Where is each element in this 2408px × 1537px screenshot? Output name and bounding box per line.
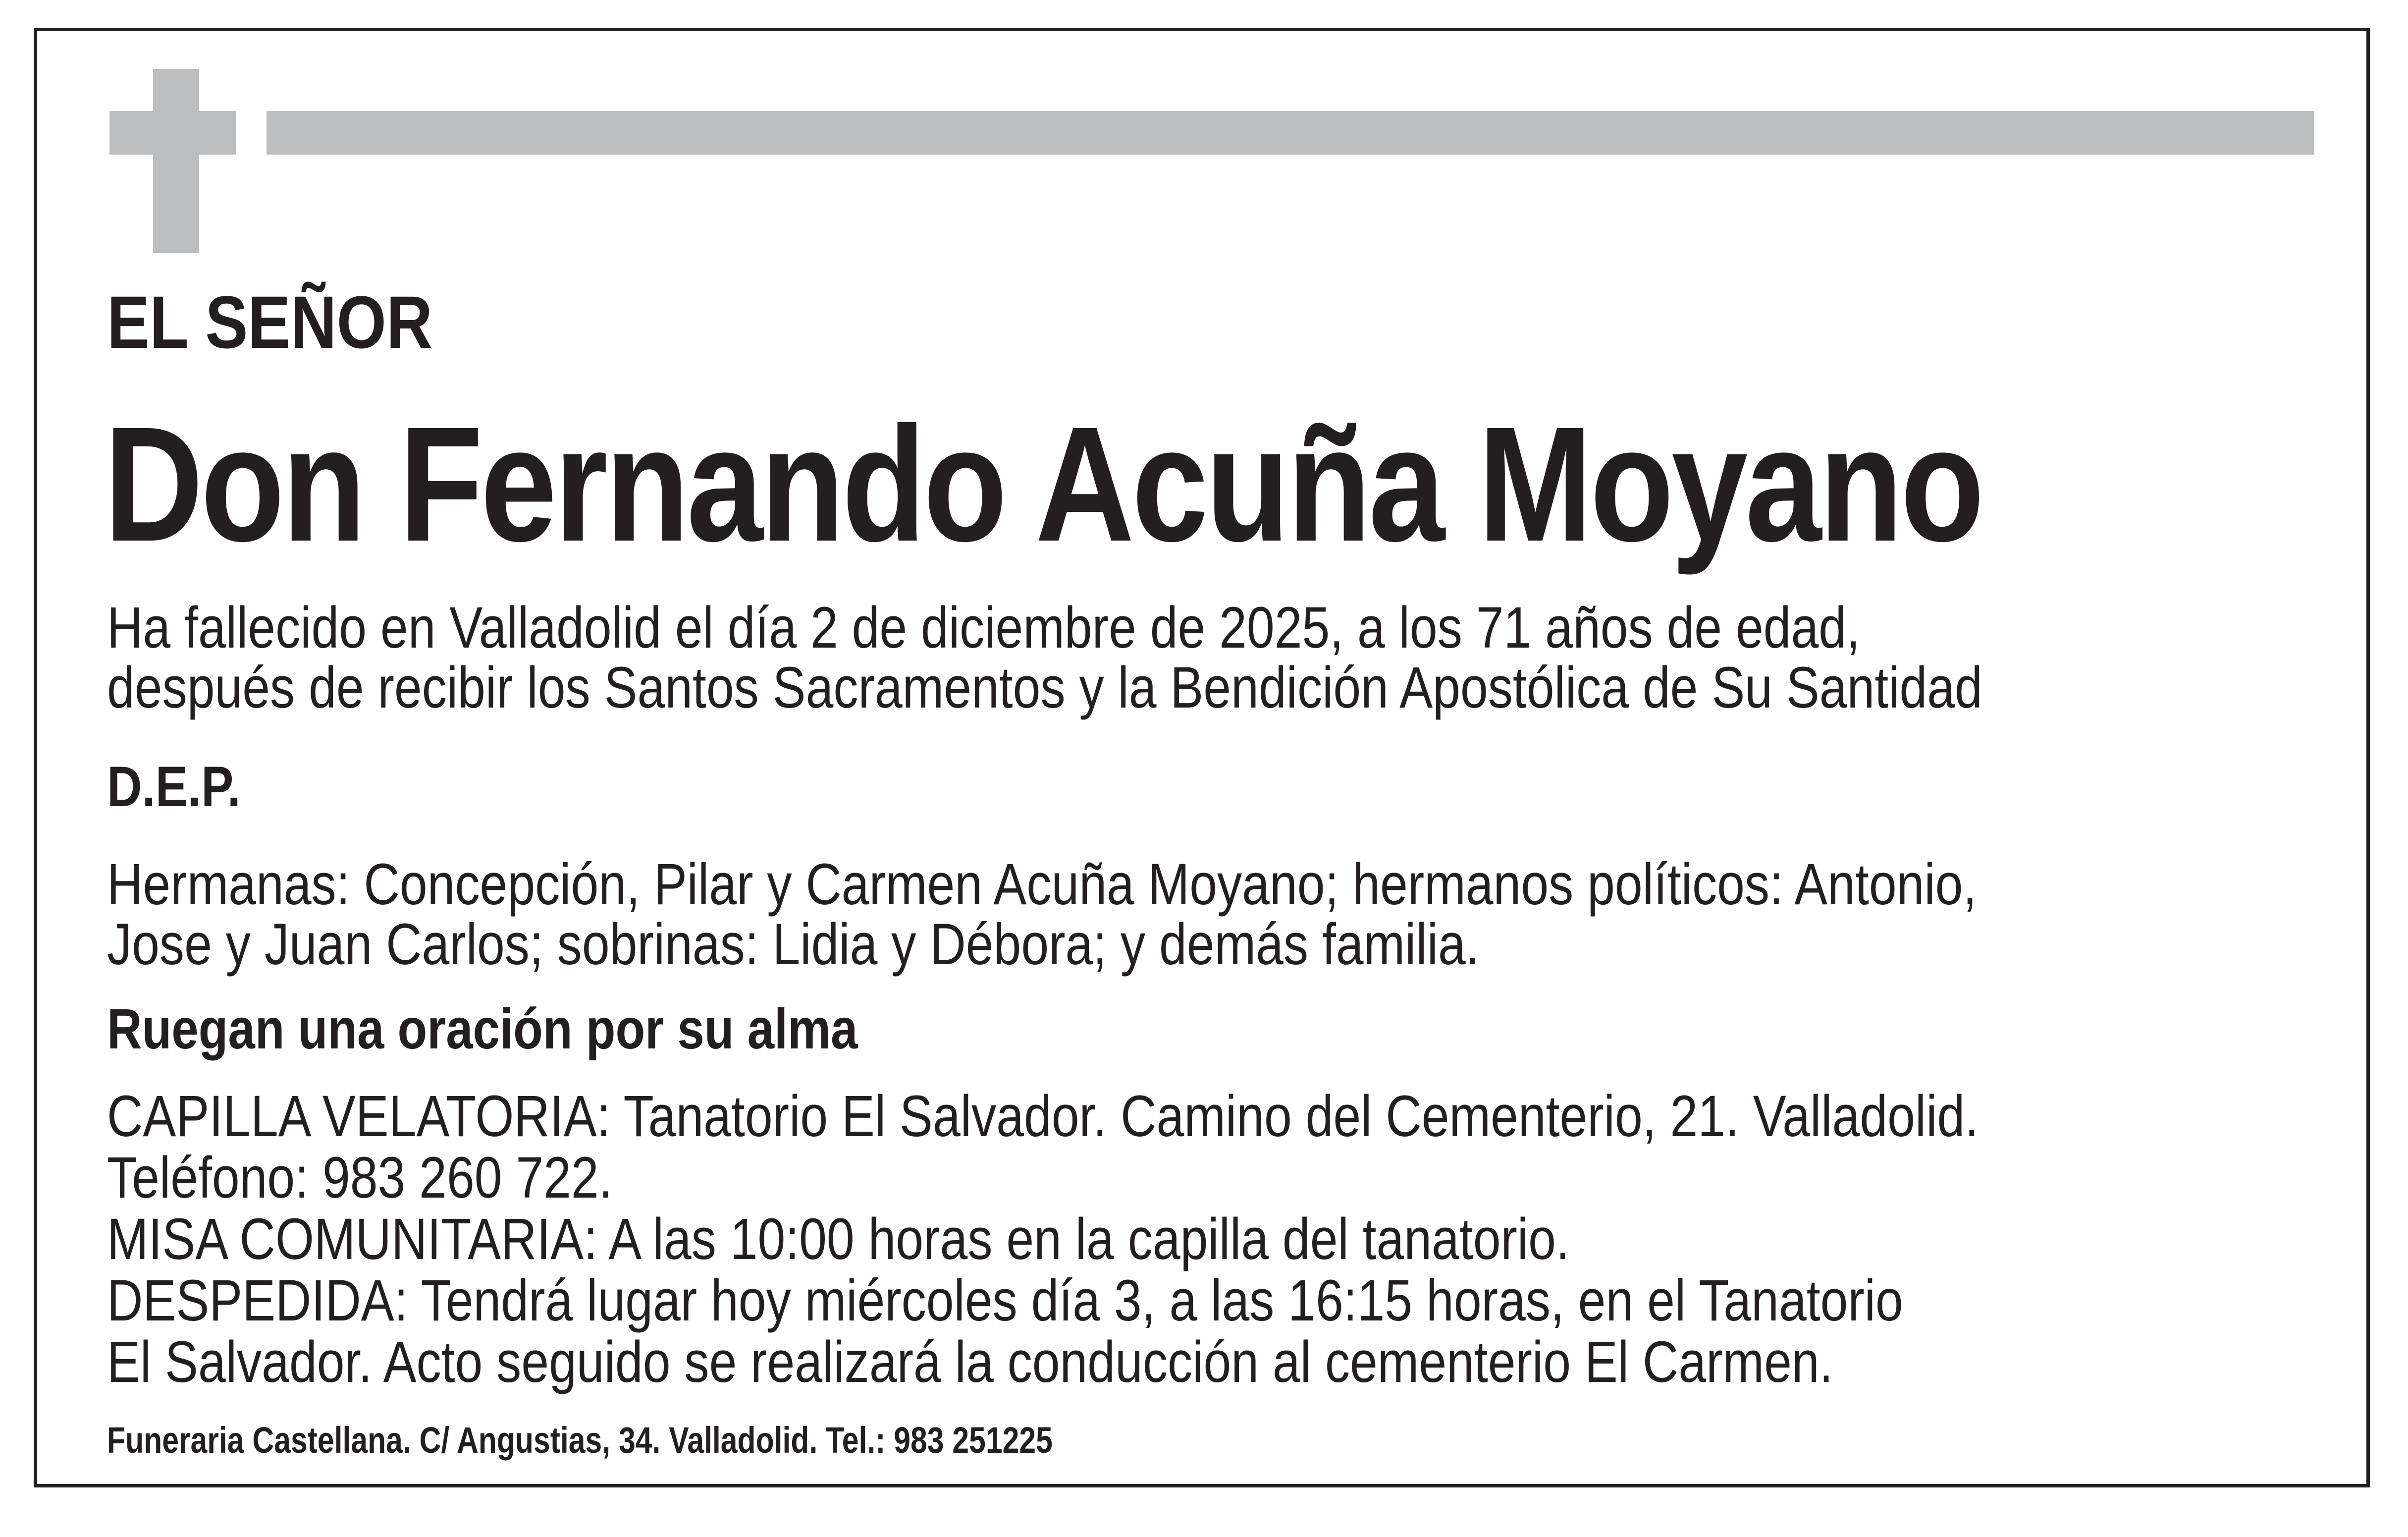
prayer-request: Ruegan una oración por su alma <box>107 997 858 1061</box>
family-line: Hermanas: Concepción, Pilar y Carmen Acuña Moyano; hermanos políticos: Antonio, <box>107 852 1977 917</box>
details-line: CAPILLA VELATORIA: Tanatorio El Salvador. Camino del Cementerio, 21. Valladolid. <box>107 1084 1979 1149</box>
details-line: MISA COMUNITARIA: A las 10:00 horas en la capilla del tanatorio. <box>107 1207 1570 1272</box>
announcement-line: después de recibir los Santos Sacramentos y la Bendición Apostólica de Su Santidad <box>107 655 1982 720</box>
deceased-name: Don Fernando Acuña Moyano <box>104 392 1982 575</box>
header-rule <box>267 111 2314 155</box>
funeral-home-footer: Funeraria Castellana. C/ Angustias, 34. Valladolid. Tel.: 983 251225 <box>107 1420 1053 1461</box>
details-line: DESPEDIDA: Tendrá lugar hoy miércoles día 3, a las 16:15 horas, en el Tanatorio <box>107 1268 1903 1333</box>
honorific-label: EL SEÑOR <box>107 280 433 364</box>
details-line: Teléfono: 983 260 722. <box>107 1145 613 1210</box>
dep-label: D.E.P. <box>107 755 241 819</box>
family-line: Jose y Juan Carlos; sobrinas: Lidia y Débora; y demás familia. <box>107 912 1480 977</box>
details-line: El Salvador. Acto seguido se realizará la conducción al cementerio El Carmen. <box>107 1329 1833 1395</box>
announcement-line: Ha fallecido en Valladolid el día 2 de diciembre de 2025, a los 71 años de edad, <box>107 595 1860 660</box>
